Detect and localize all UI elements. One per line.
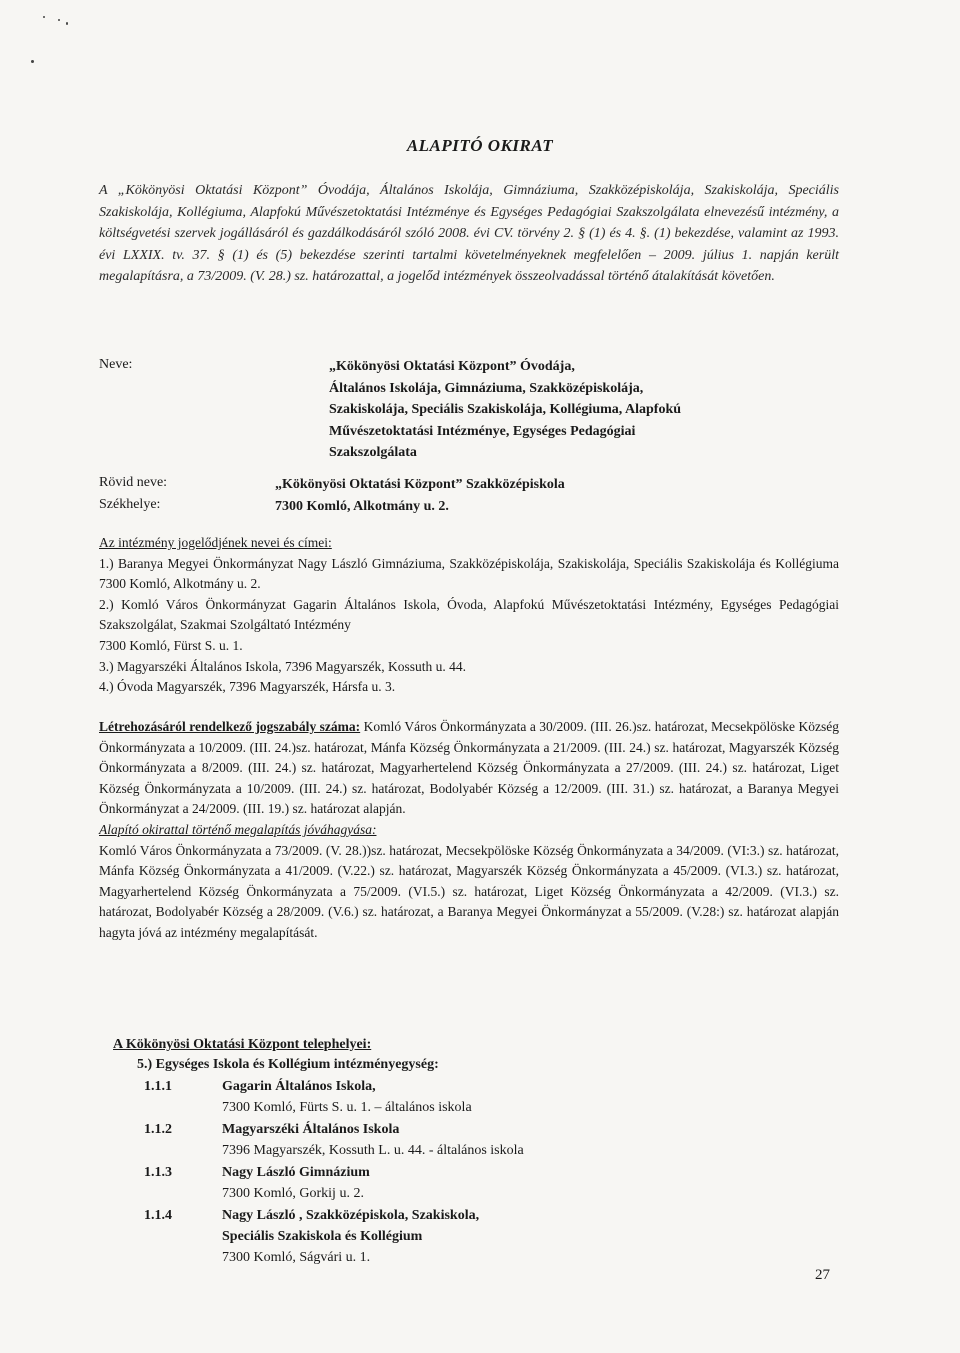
predecessors-section (99, 533, 839, 698)
unit-heading: 5.) Egységes Iskola és Kollégium intézményegység: (137, 1057, 439, 1072)
seat-label: Székhelye: (99, 497, 161, 512)
name-label: Neve: (99, 357, 133, 372)
site-name: Nagy László , Szakközépiskola, Szakiskola, (222, 1208, 480, 1223)
predecessor-item: 2.) Komló Város Önkormányzat Gagarin Általános Iskola, Óvoda, Alapfokú Művészetoktatási Intézmény, Egységes Pedagógiai Szakszolgálat, Szakmai Szolgáltató Intézmény (99, 596, 839, 633)
name-line: Szakszolgálata (329, 445, 417, 460)
sites-heading: A Kökönyösi Oktatási Központ telephelyei: (113, 1037, 372, 1052)
predecessor-item: 1.) Baranya Megyei Önkormányzat Nagy László Gimnáziuma, Szakközépiskolája, Szakiskolája, Speciális Szakiskolája és Kollégiuma 7300 Komló, Alkotmány u. 2. (99, 555, 839, 592)
legal-basis-paragraph (99, 717, 839, 820)
name-line: Általános Iskolája, Gimnáziuma, Szakközépiskolája, (329, 380, 644, 396)
site-address: 7300 Komló, Ságvári u. 1. (222, 1250, 371, 1265)
predecessor-item: 7300 Komló, Fürst S. u. 1. (99, 637, 243, 653)
page-number: 27 (815, 1267, 830, 1283)
approval-text: Komló Város Önkormányzata a 73/2009. (V. 28.))sz. határozat, Mecsekpölöske Község Önkormányzata a 34/2009. (VI:3.) sz. határozat, Mánfa Község Önkormányzata a 41/2009. (V.22.) sz. határozat, Magyarszék Község Önkormányzata a 45/2009. (VI.3.) sz. határozat, Magyarhertelend Község Önkormányzata a 75/2009. (VI.5.) sz. határozat, Liget Község Önkormányzata a 42/2009. (VI.3.) sz. határozat, Bodolyabér Község a 28/2009. (V.6.) sz. határozat, a Baranya Megyei Önkormányzat a 55/2009. (V.28:) sz. határozat alapján hagyta jóvá az intézmény megalapítását. (99, 842, 839, 940)
approval-heading: Alapító okirattal történő megalapítás jóváhagyása: (99, 821, 377, 837)
scan-speck (43, 16, 45, 18)
legal-basis-text: Komló Város Önkormányzata a 30/2009. (III. 26.)sz. határozat, Mecsekpölöske Község Önkormányzata a 10/2009. (III. 24.)sz. határozat, Mánfa Község Önkormányzata a 21/2009. (III. 24.) sz. határozat, Magyarszék Község Önkormányzata a 8/2009. (III. 24.) sz. határozat, Magyarhertelend Község Önkormányzata a 27/2009. (III. 24.) sz. határozat, Liget Község Önkormányzata a 10/2009. (III. 24.) sz. határozat, Bodolyabér Község a 12/2009. (III. 31.) sz. határozat, a Baranya Megyei Önkormányzat a 24/2009. (III. 19.) sz. határozat alapján. (99, 719, 839, 817)
short-name-value: „Kökönyösi Oktatási Központ” Szakközépiskola (275, 477, 565, 492)
scan-speck (66, 22, 68, 25)
scan-speck (31, 60, 34, 63)
site-number: 1.1.1 (144, 1079, 172, 1094)
intro-paragraph: A „Kökönyösi Oktatási Központ” Óvodája, Általános Iskolája, Gimnáziuma, Szakközépiskolája, Szakiskolája, Speciális Szakiskolája, Kollégiuma, Alapfokú Művészetoktatási Intézménye és Egységes Pedagógiai Szakszolgálata elnevezésű intézmény, a költségvetési szervek jogállásáról és gazdálkodásáról szóló 2008. évi CV. törvény 2. § (1) és 4. §. (1) bekezdése, valamint az 1993. évi LXXIX. tv. 37. § (1) és (5) bekezdése szerinti tartalmi követelményeknek megfelelően – 2009. július 1. napján került megalapításra, a 73/2009. (V. 28.) sz. határozattal, a jogelőd intézmények összeolvadással történő átalakítását követően. (99, 183, 839, 284)
name-value (329, 356, 681, 464)
predecessor-item: 4.) Óvoda Magyarszék, 7396 Magyarszék, Hársfa u. 3. (99, 679, 396, 695)
legal-basis-section (99, 717, 839, 944)
site-number: 1.1.3 (144, 1165, 172, 1180)
scan-speck (58, 19, 60, 21)
site-name: Gagarin Általános Iskola, (222, 1079, 376, 1094)
site-address: 7300 Komló, Gorkij u. 2. (222, 1186, 364, 1201)
document-title: ALAPITÓ OKIRAT (406, 136, 554, 155)
site-number: 1.1.2 (144, 1122, 172, 1137)
legal-basis-heading: Létrehozásáról rendelkező jogszabály száma: (99, 719, 361, 734)
short-name-label: Rövid neve: (99, 475, 168, 490)
seat-value: 7300 Komló, Alkotmány u. 2. (275, 499, 449, 514)
site-name-continued: Speciális Szakiskola és Kollégium (222, 1229, 423, 1244)
name-line: Művészetoktatási Intézménye, Egységes Pedagógiai (329, 423, 636, 439)
site-number: 1.1.4 (144, 1208, 172, 1223)
name-line: Szakiskolája, Speciális Szakiskolája, Kollégiuma, Alapfokú (329, 402, 682, 417)
site-entry (99, 1208, 799, 1278)
site-name: Magyarszéki Általános Iskola (222, 1122, 400, 1137)
site-address: 7300 Komló, Fürts S. u. 1. – általános iskola (222, 1100, 472, 1115)
predecessors-heading: Az intézmény jogelődjének nevei és címei: (99, 535, 332, 550)
predecessor-item: 3.) Magyarszéki Általános Iskola, 7396 Magyarszék, Kossuth u. 44. (99, 658, 467, 674)
site-address: 7396 Magyarszék, Kossuth L. u. 44. - általános iskola (222, 1143, 524, 1158)
name-line: „Kökönyösi Oktatási Központ” Óvodája, (329, 359, 575, 374)
site-name: Nagy László Gimnázium (222, 1165, 370, 1180)
